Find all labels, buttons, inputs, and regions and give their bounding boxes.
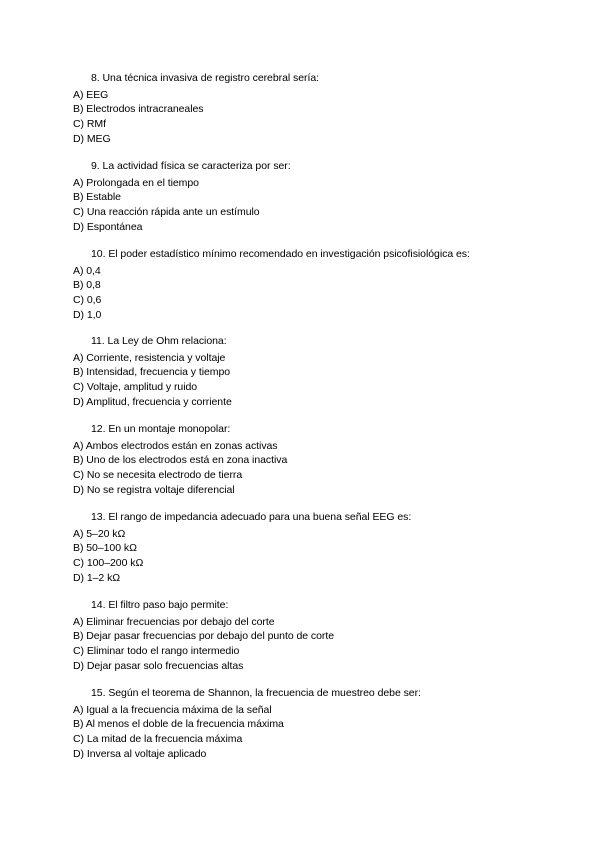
question-stem: 11. La Ley de Ohm relaciona: (91, 335, 227, 347)
answer-option-b: B) Dejar pasar frecuencias por debajo del punto de corte (73, 630, 335, 643)
question-stem: 15. Según el teorema de Shannon, la frecuencia de muestreo debe ser: (91, 687, 421, 699)
answer-option-a: A) Igual a la frecuencia máxima de la señal (73, 703, 272, 716)
answer-option-a: A) Corriente, resistencia y voltaje (73, 351, 226, 364)
answer-option-d: D) Inversa al voltaje aplicado (73, 747, 207, 760)
question-12 (73, 422, 573, 497)
answer-option-d: D) Espontánea (73, 220, 143, 233)
question-8 (73, 71, 573, 146)
answer-option-c: C) Voltaje, amplitud y ruido (73, 381, 198, 394)
answer-option-c: C) Eliminar todo el rango intermedio (73, 645, 240, 658)
answer-option-a: A) Prolongada en el tiempo (73, 176, 199, 189)
answer-option-b: B) Estable (73, 191, 121, 204)
answer-option-a: A) EEG (73, 88, 109, 101)
answer-option-b: B) Intensidad, frecuencia y tiempo (73, 366, 231, 379)
question-stem: 8. Una técnica invasiva de registro cerebral sería: (91, 72, 319, 84)
answer-option-d: D) No se registra voltaje diferencial (73, 483, 235, 496)
question-stem: 14. El filtro paso bajo permite: (91, 599, 229, 611)
answer-option-c: C) RMf (73, 118, 106, 131)
answer-option-b: B) Al menos el doble de la frecuencia máxima (73, 718, 284, 731)
answer-option-d: D) Amplitud, frecuencia y corriente (73, 395, 232, 408)
answer-option-b: B) Electrodos intracraneales (73, 103, 204, 116)
answer-option-d: D) 1,0 (73, 308, 102, 321)
answer-option-c: C) 100–200 kΩ (73, 557, 144, 570)
question-11 (73, 334, 573, 409)
answer-option-a: A) Ambos electrodos están en zonas activas (73, 439, 278, 452)
answer-option-c: C) Una reacción rápida ante un estímulo (73, 206, 260, 219)
question-9 (73, 159, 573, 234)
question-10 (73, 247, 573, 322)
answer-option-d: D) 1–2 kΩ (73, 571, 121, 584)
answer-option-d: D) Dejar pasar solo frecuencias altas (73, 659, 244, 672)
question-13 (73, 510, 573, 585)
answer-option-a: A) Eliminar frecuencias por debajo del corte (73, 615, 275, 628)
answer-option-b: B) 0,8 (73, 279, 101, 292)
question-stem: 12. En un montaje monopolar: (91, 423, 231, 435)
answer-option-a: A) 0,4 (73, 264, 101, 277)
question-15 (73, 686, 573, 761)
answer-option-b: B) 50–100 kΩ (73, 542, 137, 555)
question-stem: 10. El poder estadístico mínimo recomendado en investigación psicofisiológica es: (91, 248, 470, 260)
answer-option-c: C) No se necesita electrodo de tierra (73, 469, 243, 482)
answer-option-a: A) 5–20 kΩ (73, 527, 126, 540)
question-14 (73, 598, 573, 673)
answer-option-d: D) MEG (73, 132, 111, 145)
answer-option-c: C) La mitad de la frecuencia máxima (73, 733, 243, 746)
question-stem: 9. La actividad física se caracteriza por ser: (91, 160, 291, 172)
answer-option-b: B) Uno de los electrodos está en zona inactiva (73, 454, 288, 467)
question-stem: 13. El rango de impedancia adecuado para una buena señal EEG es: (91, 511, 412, 523)
answer-option-c: C) 0,6 (73, 294, 102, 307)
